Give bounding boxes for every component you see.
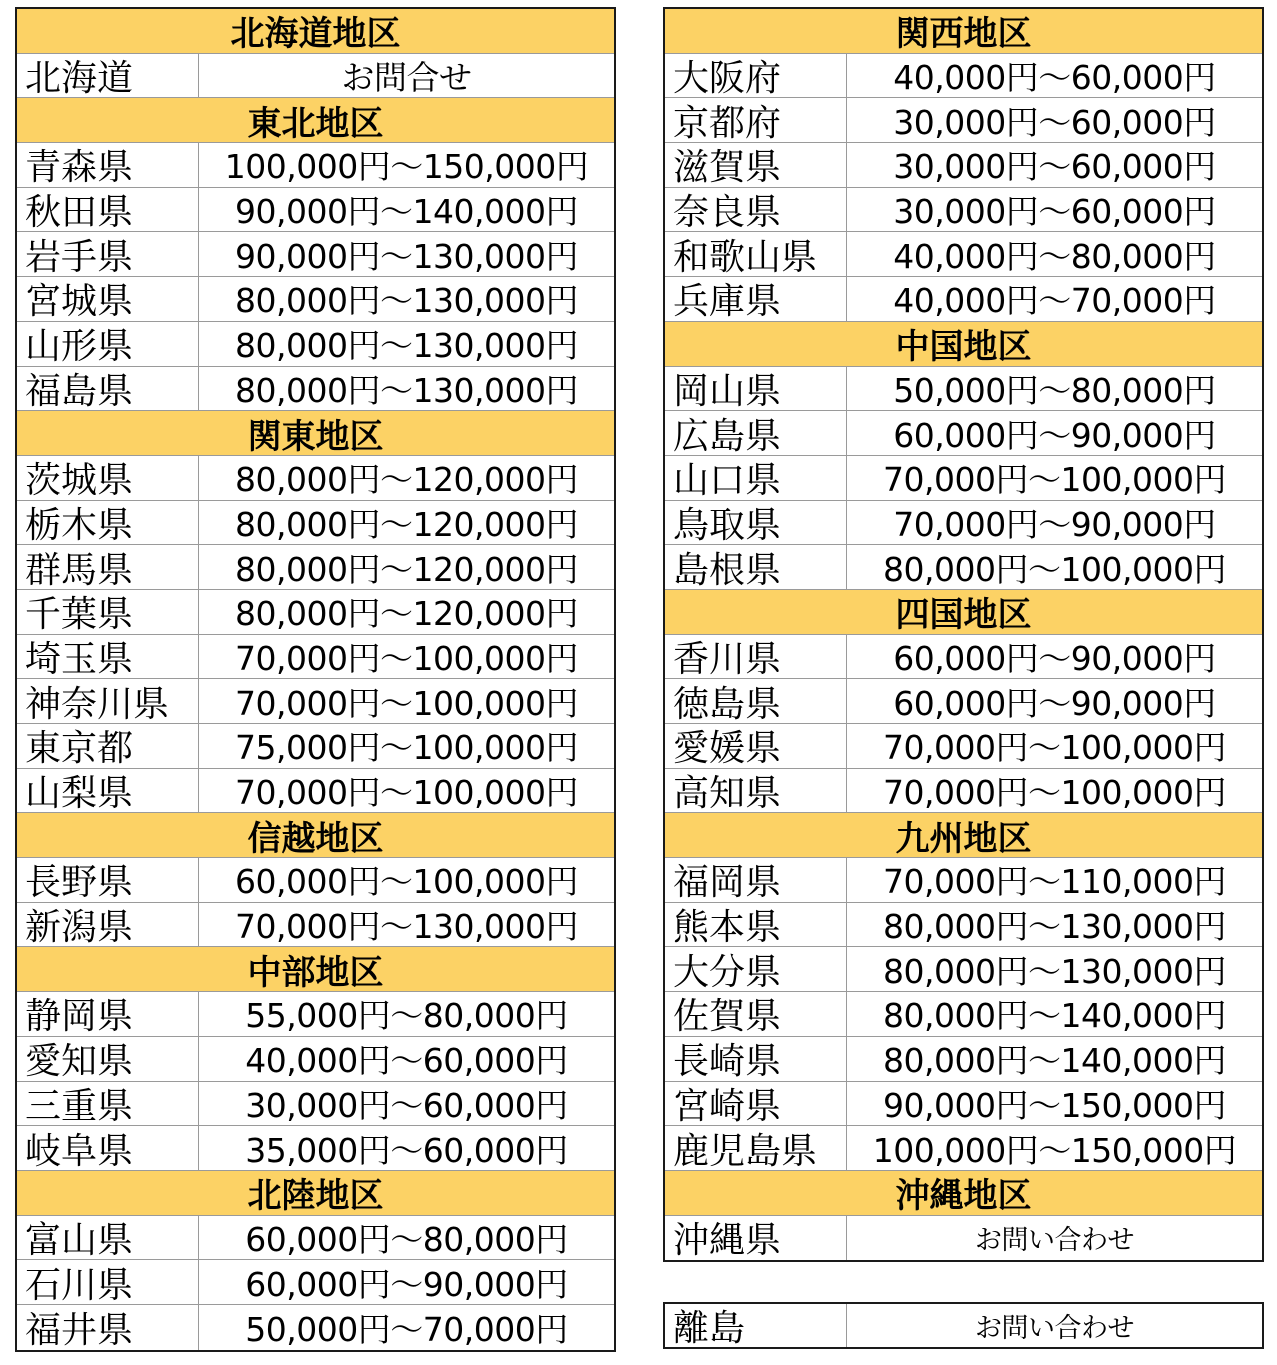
section-header: 信越地区 [17,813,614,858]
price-range: 90,000円～130,000円 [235,236,578,276]
price-range: 60,000円～80,000円 [245,1219,568,1259]
table-row [665,635,1262,680]
price-range: 35,000円～60,000円 [245,1130,568,1170]
price-range: お問合せ [341,58,472,98]
price-range: 40,000円～60,000円 [893,58,1216,98]
table-row [17,1216,614,1261]
price-range: 50,000円～80,000円 [893,370,1216,410]
prefecture-name: 長崎県 [665,1037,847,1081]
table-row [17,322,614,367]
section-header: 関西地区 [665,9,1262,54]
price-range: 70,000円～110,000円 [883,862,1226,902]
right-price-table [663,7,1264,1262]
table-row [17,590,614,635]
prefecture-name: 鹿児島県 [665,1126,847,1170]
prefecture-name: 群馬県 [17,545,199,589]
table-row [665,724,1262,769]
table-row [665,232,1262,277]
table-row [665,1037,1262,1082]
table-row [665,1304,1262,1347]
prefecture-name: 石川県 [17,1260,199,1304]
table-row [17,724,614,769]
price-range: 70,000円～100,000円 [883,728,1226,768]
price-range: 70,000円～100,000円 [883,773,1226,813]
prefecture-name: 青森県 [17,143,199,187]
prefecture-name: 神奈川県 [17,679,199,723]
price-range: 80,000円～100,000円 [883,549,1226,589]
section-header: 四国地区 [665,590,1262,635]
price-range: 60,000円～90,000円 [893,683,1216,723]
prefecture-name: 秋田県 [17,188,199,232]
prefecture-name: 埼玉県 [17,635,199,679]
section-header: 関東地区 [17,411,614,456]
left-price-table [15,7,616,1352]
prefecture-name: 宮城県 [17,277,199,321]
section-header: 九州地区 [665,813,1262,858]
prefecture-name: 熊本県 [665,903,847,947]
table-row [665,143,1262,188]
price-range: 30,000円～60,000円 [893,192,1216,232]
table-row [665,54,1262,99]
price-range: 40,000円～60,000円 [245,1041,568,1081]
table-row [665,1216,1262,1261]
table-row [665,947,1262,992]
table-row [665,992,1262,1037]
prefecture-name: 山形県 [17,322,199,366]
price-range: 80,000円～130,000円 [235,370,578,410]
table-row [665,769,1262,814]
price-range: 80,000円～130,000円 [883,907,1226,947]
prefecture-name: 岩手県 [17,232,199,276]
price-range: 80,000円～130,000円 [235,281,578,321]
table-row [665,679,1262,724]
price-range: お問い合わせ [975,1313,1134,1344]
price-range: 70,000円～90,000円 [893,504,1216,544]
table-row [17,277,614,322]
prefecture-name: 岡山県 [665,367,847,411]
table-row [665,903,1262,948]
price-range: お問い合わせ [975,1225,1134,1257]
table-row [17,1126,614,1171]
table-row [17,367,614,412]
price-range: 30,000円～60,000円 [893,147,1216,187]
price-range: 60,000円～100,000円 [235,862,578,902]
prefecture-name: 東京都 [17,724,199,768]
price-range: 70,000円～100,000円 [235,638,578,678]
prefecture-name: 千葉県 [17,590,199,634]
table-row [17,54,614,99]
price-range: 60,000円～90,000円 [893,415,1216,455]
prefecture-name: 佐賀県 [665,992,847,1036]
price-range: 70,000円～100,000円 [235,683,578,723]
table-row [665,411,1262,456]
prefecture-name: 山口県 [665,456,847,500]
price-range: 80,000円～120,000円 [235,460,578,500]
price-range: 80,000円～120,000円 [235,549,578,589]
table-row [17,635,614,680]
section-header: 北陸地区 [17,1171,614,1216]
prefecture-name: 大分県 [665,947,847,991]
table-row [665,367,1262,412]
prefecture-name: 岐阜県 [17,1126,199,1170]
prefecture-name: 香川県 [665,635,847,679]
table-row [17,545,614,590]
price-range: 70,000円～100,000円 [883,460,1226,500]
price-range: 80,000円～120,000円 [235,504,578,544]
prefecture-name: 福岡県 [665,858,847,902]
prefecture-name: 茨城県 [17,456,199,500]
section-header: 中部地区 [17,947,614,992]
prefecture-name: 高知県 [665,769,847,813]
price-range: 50,000円～70,000円 [245,1309,568,1349]
section-header: 東北地区 [17,98,614,143]
island-price-table [663,1302,1264,1349]
prefecture-name: 三重県 [17,1082,199,1126]
prefecture-name: 兵庫県 [665,277,847,321]
section-header: 北海道地区 [17,9,614,54]
table-row [665,858,1262,903]
prefecture-name: 福島県 [17,367,199,411]
price-range: 80,000円～120,000円 [235,594,578,634]
prefecture-name: 大阪府 [665,54,847,98]
prefecture-name: 北海道 [17,54,199,98]
table-row [665,1126,1262,1171]
prefecture-name: 新潟県 [17,903,199,947]
price-range: 80,000円～140,000円 [883,1041,1226,1081]
table-row [17,1305,614,1350]
price-range: 90,000円～140,000円 [235,192,578,232]
table-row [665,277,1262,322]
price-range: 55,000円～80,000円 [245,996,568,1036]
prefecture-name: 広島県 [665,411,847,455]
prefecture-name: 愛媛県 [665,724,847,768]
table-row [17,858,614,903]
price-range: 80,000円～130,000円 [235,326,578,366]
price-range: 40,000円～70,000円 [893,281,1216,321]
price-range: 80,000円～140,000円 [883,996,1226,1036]
prefecture-name: 宮崎県 [665,1082,847,1126]
region-name: 離島 [665,1304,847,1347]
table-row [17,1260,614,1305]
section-header: 沖縄地区 [665,1171,1262,1216]
table-row [17,1037,614,1082]
price-range: 75,000円～100,000円 [235,728,578,768]
prefecture-name: 奈良県 [665,188,847,232]
table-row [17,679,614,724]
prefecture-name: 福井県 [17,1305,199,1350]
price-range: 30,000円～60,000円 [245,1085,568,1125]
prefecture-name: 栃木県 [17,501,199,545]
section-header: 中国地区 [665,322,1262,367]
price-range: 70,000円～130,000円 [235,907,578,947]
table-row [665,456,1262,501]
table-row [665,545,1262,590]
prefecture-name: 静岡県 [17,992,199,1036]
prefecture-name: 鳥取県 [665,501,847,545]
price-range: 100,000円～150,000円 [872,1130,1237,1170]
price-range: 80,000円～130,000円 [883,951,1226,991]
table-row [17,456,614,501]
table-row [665,188,1262,233]
table-row [17,992,614,1037]
price-range: 90,000円～150,000円 [883,1085,1226,1125]
table-row [665,501,1262,546]
table-row [17,188,614,233]
prefecture-name: 滋賀県 [665,143,847,187]
table-row [17,232,614,277]
prefecture-name: 徳島県 [665,679,847,723]
prefecture-name: 和歌山県 [665,232,847,276]
price-range: 70,000円～100,000円 [235,773,578,813]
price-range: 60,000円～90,000円 [893,638,1216,678]
table-row [17,1082,614,1127]
table-row [17,903,614,948]
prefecture-name: 島根県 [665,545,847,589]
table-row [17,143,614,188]
table-row [665,98,1262,143]
prefecture-name: 京都府 [665,98,847,142]
prefecture-name: 山梨県 [17,769,199,813]
prefecture-name: 富山県 [17,1216,199,1260]
price-range: 30,000円～60,000円 [893,102,1216,142]
prefecture-name: 長野県 [17,858,199,902]
table-row [665,1082,1262,1127]
table-row [17,769,614,814]
table-row [17,501,614,546]
prefecture-name: 愛知県 [17,1037,199,1081]
price-range: 100,000円～150,000円 [224,147,589,187]
prefecture-name: 沖縄県 [665,1216,847,1261]
price-range: 60,000円～90,000円 [245,1264,568,1304]
price-range: 40,000円～80,000円 [893,236,1216,276]
